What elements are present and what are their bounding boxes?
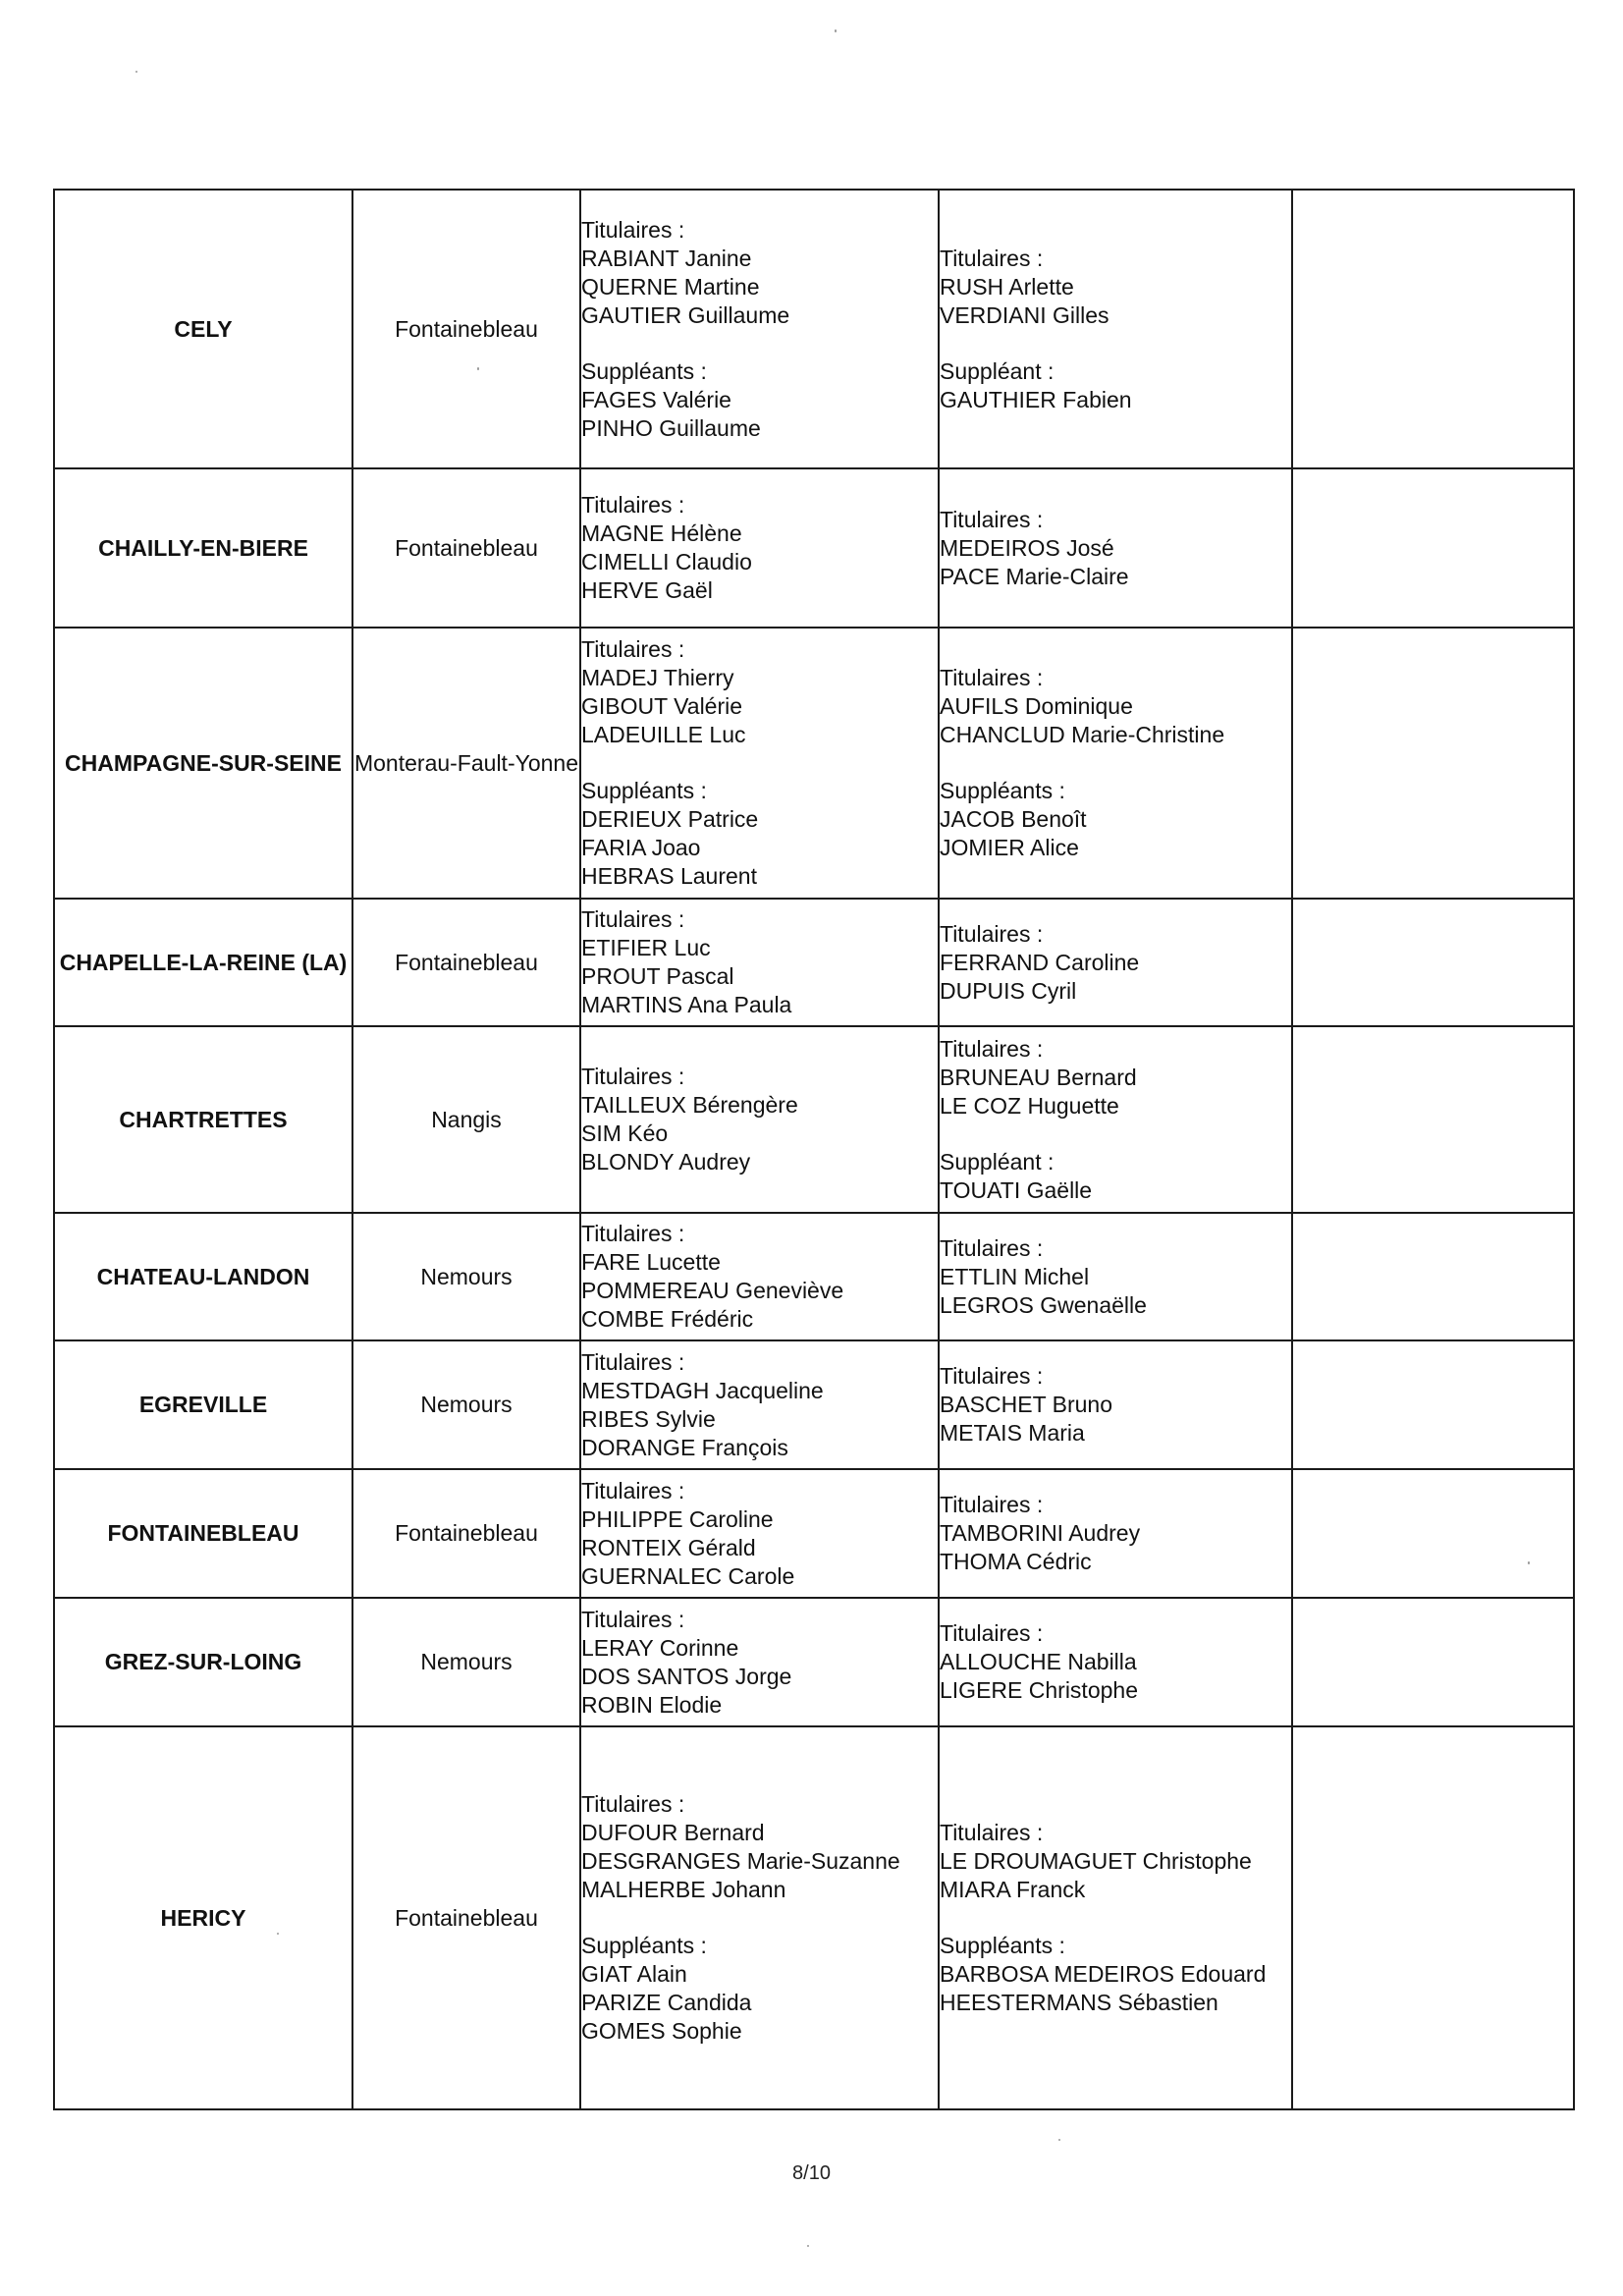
member-name: BASCHET Bruno (940, 1392, 1112, 1417)
commission-table (53, 189, 1575, 2110)
members-cell (580, 899, 939, 1026)
member-name: SIM Kéo (581, 1121, 669, 1146)
member-name: MEDEIROS José (940, 534, 1114, 561)
member-name: MARTINS Ana Paula (581, 992, 792, 1017)
members-cell (939, 628, 1292, 899)
empty-cell (1292, 1026, 1574, 1213)
member-name: DUPUIS Cyril (940, 977, 1077, 1004)
member-name: GIBOUT Valérie (581, 693, 743, 719)
members-cell (580, 1340, 939, 1469)
table-row (54, 1340, 1574, 1469)
role-heading: Titulaires : (581, 1477, 685, 1503)
canton-cell: Fontainebleau (352, 468, 580, 628)
role-heading: Suppléants : (581, 778, 707, 803)
members-cell (939, 468, 1292, 628)
member-name: PROUT Pascal (581, 963, 734, 989)
page-number: 8/10 (792, 2162, 831, 2184)
table-row (54, 1726, 1574, 2109)
member-name: QUERNE Martine (581, 273, 760, 300)
member-name: GOMES Sophie (581, 2018, 742, 2044)
line-gap (581, 749, 938, 777)
role-heading: Titulaires : (581, 1606, 685, 1632)
commune-cell: CHAPELLE-LA-REINE (LA) (54, 899, 352, 1026)
commune-cell: CHAMPAGNE-SUR-SEINE (54, 628, 352, 899)
member-name: MAGNE Hélène (581, 520, 742, 546)
members-cell (580, 190, 939, 468)
role-heading: Titulaires : (940, 1492, 1044, 1517)
role-heading: Suppléants : (940, 1933, 1065, 1958)
member-name: POMMEREAU Geneviève (581, 1278, 844, 1303)
member-name: MESTDAGH Jacqueline (581, 1377, 824, 1403)
table-row (54, 628, 1574, 899)
member-name: FERRAND Caroline (940, 949, 1140, 975)
role-heading: Titulaires : (940, 1620, 1044, 1646)
member-name: TAMBORINI Audrey (940, 1520, 1141, 1546)
members-cell (939, 1340, 1292, 1469)
role-heading: Suppléant : (940, 1148, 1055, 1175)
canton-cell: Monterau-Fault-Yonne (352, 628, 580, 899)
role-heading: Titulaires : (940, 1234, 1044, 1261)
line-gap (940, 749, 1291, 777)
empty-cell (1292, 1340, 1574, 1469)
table-row (54, 1026, 1574, 1213)
member-name: RIBES Sylvie (581, 1405, 716, 1432)
member-name: LE COZ Huguette (940, 1092, 1119, 1119)
role-heading: Titulaires : (940, 665, 1044, 690)
member-name: FARIA Joao (581, 835, 701, 860)
member-name: JOMIER Alice (940, 835, 1079, 860)
member-name: RUSH Arlette (940, 273, 1074, 300)
role-heading: Titulaires : (581, 492, 685, 518)
member-name: FAGES Valérie (581, 386, 731, 412)
empty-cell (1292, 628, 1574, 899)
line-gap (581, 1904, 938, 1932)
member-name: ROBIN Elodie (581, 1691, 723, 1718)
member-name: GIAT Alain (581, 1961, 687, 1987)
role-heading: Titulaires : (581, 906, 685, 932)
member-name: ETTLIN Michel (940, 1263, 1090, 1289)
scan-speck (1528, 1561, 1530, 1564)
commune-cell: CHAILLY-EN-BIERE (54, 468, 352, 628)
role-heading: Titulaires : (581, 636, 685, 662)
scan-speck (477, 367, 479, 370)
role-heading: Titulaires : (581, 1791, 685, 1817)
member-name: PACE Marie-Claire (940, 563, 1129, 589)
commune-cell: GREZ-SUR-LOING (54, 1598, 352, 1726)
empty-cell (1292, 468, 1574, 628)
empty-cell (1292, 1213, 1574, 1340)
scan-speck (1058, 2139, 1060, 2141)
member-name: GUERNALEC Carole (581, 1562, 795, 1589)
member-name: CHANCLUD Marie-Christine (940, 722, 1225, 747)
members-cell (580, 468, 939, 628)
members-cell (939, 1026, 1292, 1213)
member-name: HERVE Gaël (581, 577, 713, 603)
members-cell (580, 628, 939, 899)
line-gap (940, 1904, 1291, 1932)
members-cell (939, 1726, 1292, 2109)
member-name: DESGRANGES Marie-Suzanne (581, 1848, 900, 1874)
role-heading: Titulaires : (940, 920, 1044, 947)
members-cell (580, 1726, 939, 2109)
empty-cell (1292, 1469, 1574, 1598)
member-name: TAILLEUX Bérengère (581, 1092, 798, 1118)
member-name: LIGERE Christophe (940, 1677, 1138, 1703)
table-row (54, 1598, 1574, 1726)
scan-speck (277, 1933, 279, 1935)
empty-cell (1292, 899, 1574, 1026)
members-cell (580, 1598, 939, 1726)
member-name: FARE Lucette (581, 1249, 721, 1275)
member-name: JACOB Benoît (940, 806, 1087, 832)
member-name: TOUATI Gaëlle (940, 1176, 1093, 1203)
members-cell (939, 1469, 1292, 1598)
scan-speck (135, 71, 137, 73)
members-cell (580, 1469, 939, 1598)
table-row (54, 190, 1574, 468)
member-name: THOMA Cédric (940, 1549, 1092, 1574)
table-row (54, 468, 1574, 628)
members-cell (939, 899, 1292, 1026)
member-name: METAIS Maria (940, 1420, 1085, 1446)
empty-cell (1292, 1726, 1574, 2109)
role-heading: Titulaires : (581, 1348, 685, 1375)
member-name: MALHERBE Johann (581, 1877, 786, 1902)
members-cell (580, 1026, 939, 1213)
role-heading: Titulaires : (581, 1221, 685, 1246)
commune-cell: CELY (54, 190, 352, 468)
member-name: LE DROUMAGUET Christophe (940, 1848, 1252, 1874)
member-name: HEESTERMANS Sébastien (940, 1990, 1218, 2015)
canton-cell: Fontainebleau (352, 1469, 580, 1598)
role-heading: Titulaires : (940, 1820, 1044, 1845)
role-heading: Suppléant : (940, 357, 1055, 384)
commune-cell: CHARTRETTES (54, 1026, 352, 1213)
member-name: GAUTIER Guillaume (581, 301, 790, 328)
commune-cell: HERICY (54, 1726, 352, 2109)
role-heading: Titulaires : (940, 245, 1044, 271)
commune-cell: CHATEAU-LANDON (54, 1213, 352, 1340)
line-gap (581, 330, 938, 357)
empty-cell (1292, 1598, 1574, 1726)
member-name: LEGROS Gwenaëlle (940, 1291, 1147, 1318)
member-name: HEBRAS Laurent (581, 863, 757, 889)
member-name: LADEUILLE Luc (581, 722, 746, 747)
commune-cell: EGREVILLE (54, 1340, 352, 1469)
member-name: MIARA Franck (940, 1877, 1086, 1902)
members-cell (939, 190, 1292, 468)
table-row (54, 1469, 1574, 1598)
member-name: LERAY Corinne (581, 1634, 739, 1661)
canton-cell: Nangis (352, 1026, 580, 1213)
commune-cell: FONTAINEBLEAU (54, 1469, 352, 1598)
member-name: PARIZE Candida (581, 1990, 752, 2015)
role-heading: Titulaires : (581, 216, 685, 243)
member-name: BRUNEAU Bernard (940, 1064, 1137, 1090)
scan-speck (835, 29, 837, 32)
members-cell (939, 1213, 1292, 1340)
member-name: ETIFIER Luc (581, 935, 711, 960)
member-name: PHILIPPE Caroline (581, 1505, 774, 1532)
member-name: RONTEIX Gérald (581, 1534, 756, 1560)
member-name: DOS SANTOS Jorge (581, 1663, 792, 1689)
member-name: PINHO Guillaume (581, 414, 761, 441)
table-row (54, 1213, 1574, 1340)
table-row (54, 899, 1574, 1026)
empty-cell (1292, 190, 1574, 468)
role-heading: Titulaires : (581, 1064, 685, 1089)
role-heading: Titulaires : (940, 1363, 1044, 1389)
canton-cell: Nemours (352, 1213, 580, 1340)
member-name: MADEJ Thierry (581, 665, 734, 690)
member-name: BARBOSA MEDEIROS Edouard (940, 1961, 1267, 1987)
member-name: VERDIANI Gilles (940, 301, 1109, 328)
canton-cell: Fontainebleau (352, 1726, 580, 2109)
line-gap (940, 1121, 1291, 1148)
scan-speck (807, 2245, 809, 2247)
canton-cell: Nemours (352, 1598, 580, 1726)
member-name: DERIEUX Patrice (581, 806, 759, 832)
role-heading: Titulaires : (940, 506, 1044, 532)
member-name: RABIANT Janine (581, 245, 752, 271)
line-gap (940, 330, 1291, 357)
member-name: DORANGE François (581, 1434, 788, 1460)
role-heading: Suppléants : (940, 778, 1065, 803)
member-name: ALLOUCHE Nabilla (940, 1649, 1137, 1674)
role-heading: Titulaires : (940, 1035, 1044, 1062)
canton-cell: Fontainebleau (352, 899, 580, 1026)
member-name: CIMELLI Claudio (581, 549, 752, 574)
member-name: DUFOUR Bernard (581, 1820, 765, 1845)
member-name: COMBE Frédéric (581, 1306, 754, 1332)
canton-cell: Nemours (352, 1340, 580, 1469)
role-heading: Suppléants : (581, 1933, 707, 1958)
role-heading: Suppléants : (581, 357, 707, 384)
members-cell (580, 1213, 939, 1340)
member-name: GAUTHIER Fabien (940, 386, 1132, 412)
member-name: AUFILS Dominique (940, 693, 1133, 719)
canton-cell: Fontainebleau (352, 190, 580, 468)
member-name: BLONDY Audrey (581, 1149, 751, 1175)
members-cell (939, 1598, 1292, 1726)
